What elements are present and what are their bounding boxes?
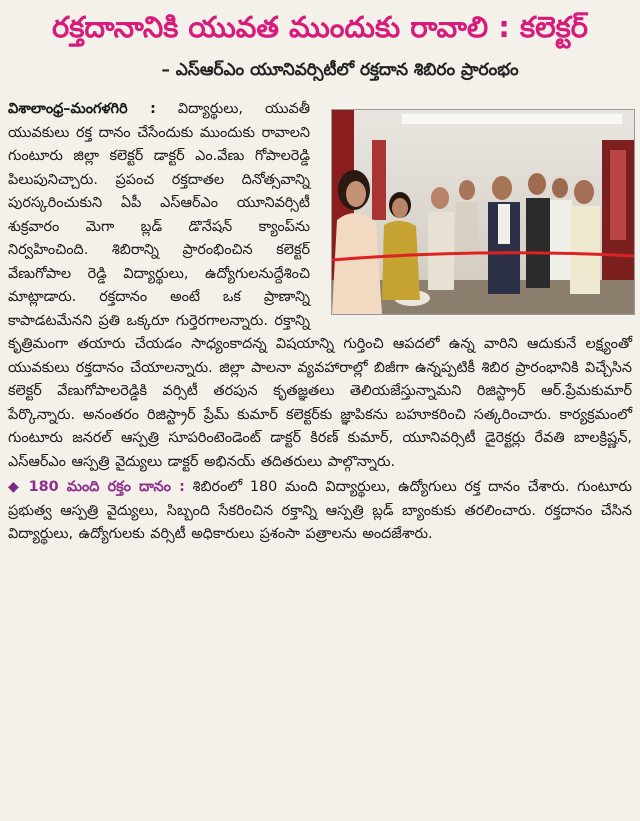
headline: రక్తదానానికి యువత ముందుకు రావాలి : కలెక్టర్ — [52, 10, 588, 44]
paragraph-2 — [8, 476, 632, 547]
photo-spacer — [320, 98, 632, 311]
subheading-180-donors: 180 మంది రక్తం దానం : — [28, 479, 185, 495]
article-body — [8, 98, 632, 547]
subheadline: – ఎస్‌ఆర్‌ఎం యూనివర్సిటీలో రక్తదాన శిబిరం ప్రారంభం — [161, 60, 519, 80]
paragraph-2-text: శిబిరంలో 180 మంది విద్యార్థులు, ఉద్యోగులు రక్త దానం చేశారు. గుంటూరు ప్రభుత్వ ఆస్పత్రి వైద్యులు, సిబ్బంది సేకరించిన రక్తాన్ని ఆస్పత్రి బ్లడ్ బ్యాంకుకు తరలించారు. రక్తదానం చేసిన విద్యార్థులు, ఉద్యోగులకు వర్సిటీ అధికారులు ప్రశంసా పత్రాలను అందజేశారు. — [8, 479, 633, 542]
diamond-bullet-icon: ◆ — [8, 479, 21, 495]
paragraph-1-text: విద్యార్థులు, యువతీ యువకులు రక్త దానం చేసేందుకు ముందుకు రావాలని గుంటూరు జిల్లా కలెక్టర్ డాక్టర్ ఎం.వేణు గోపాలరెడ్డి పిలుపునిచ్చారు. ప్రపంచ రక్తదాతల దినోత్సవాన్ని పురస్కరించుకుని ఏపీ ఎస్‌ఆర్‌ఎం యూనివర్సిటీ శుక్రవారం మెగా బ్లడ్ డొనేషన్ క్యాంప్‌ను నిర్వహించింది. శిబిరాన్ని ప్రారంభించిన కలెక్టర్ వేణుగోపాల రెడ్డి విద్యార్థులు, ఉద్యోగులనుద్దేశించి మాట్లాడారు. రక్తదానం అంటే ఒక ప్రాణాన్ని కాపాడటమేనని ప్రతి ఒక్కరూ గుర్తెరగాలన్నారు. రక్తాన్ని కృత్రిమంగా తయారు చేయడం సాధ్యంకాదన్న విషయాన్ని గుర్తించి ఆపదలో ఉన్న వారిని ఆదుకునే లక్ష్యంతో యువకులు రక్తదానం చేయాలన్నారు. జిల్లా పాలనా వ్యవహారాల్లో బిజీగా ఉన్నప్పటికీ శిబిర ప్రారంభానికి విచ్చేసిన కలెక్టర్ వేణుగోపాలరెడ్డికి వర్సిటీ తరపున కృతజ్ఞతలు తెలియజేస్తున్నామని రిజిస్ట్రార్ ఆర్.ప్రేమకుమార్ పేర్కొన్నారు. అనంతరం రిజిస్ట్రార్ ప్రేమ్ కుమార్ కలెక్టర్‌కు జ్ఞాపికను బహూకరించి సత్కరించారు. కార్యక్రమంలో గుంటూరు జనరల్ ఆస్పత్రి సూపరింటెండెంట్ డాక్టర్ కిరణ్ కుమార్, యూనివర్సిటీ డైరెక్టర్లు రేవతి బాలక్రిష్ణన్, ఎస్‌ఆర్‌ఎం ఆస్పత్రి వైద్యులు డాక్టర్ అభినయ్ తదితరులు పాల్గొన్నారు. — [8, 101, 632, 470]
dateline: విశాలాంధ్ర–మంగళగిరి : — [8, 101, 156, 117]
